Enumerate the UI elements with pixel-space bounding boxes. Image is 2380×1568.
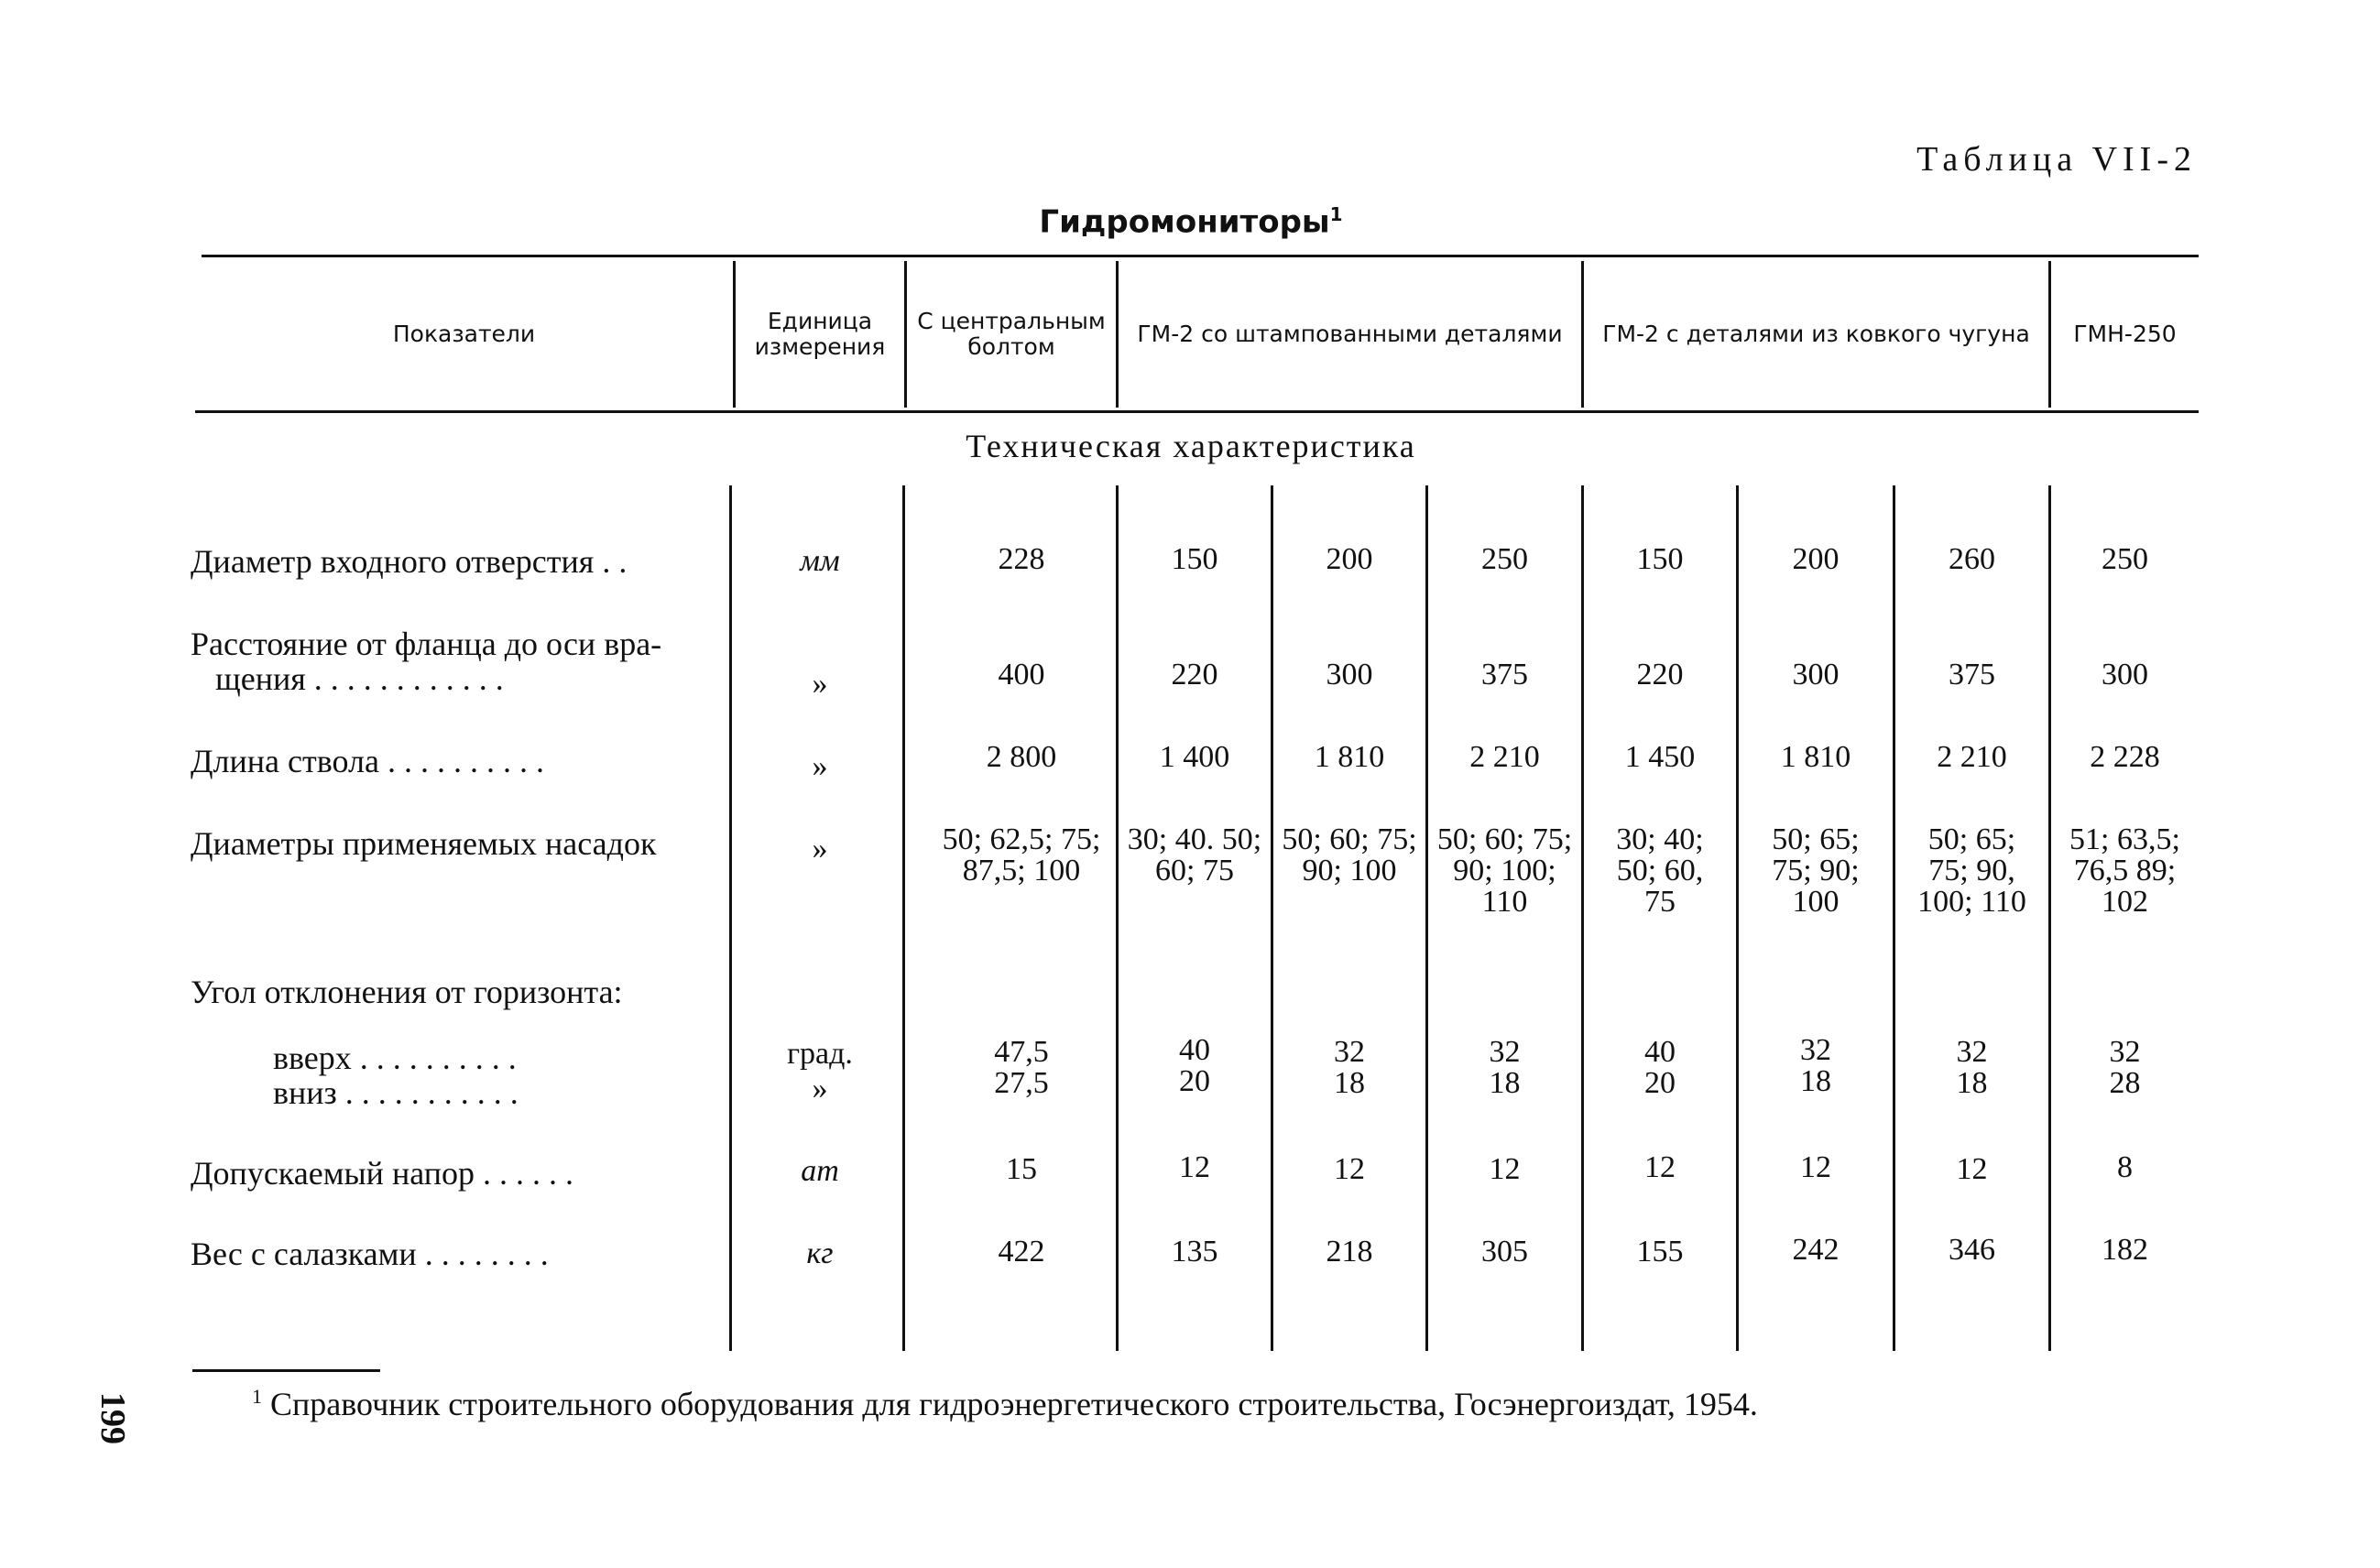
row-label-barrel-length: Длина ствола . . . . . . . . . . bbox=[191, 743, 544, 779]
body-divider bbox=[902, 485, 905, 1351]
table-cell: 12 bbox=[1644, 1150, 1676, 1184]
table-cell: 40 20 bbox=[1179, 1033, 1210, 1098]
header-central-bolt: С центральным болтом bbox=[917, 308, 1106, 360]
table-cell: 30; 40. 50; 60; 75 bbox=[1127, 822, 1262, 887]
footnote-text: Справочник строительного оборудования для гидроэнергетического строительства, Госэнергоиздат, 1954. bbox=[270, 1386, 1758, 1422]
header-indicators: Показатели bbox=[392, 321, 536, 347]
footnote-rule bbox=[192, 1369, 380, 1372]
table-cell: 375 bbox=[1949, 658, 1995, 691]
table-cell: 50; 62,5; 75; 87,5; 100 bbox=[942, 822, 1101, 887]
row-label-flange-distance: Расстояние от фланца до оси вра- щения . . . . . . . . . . . . bbox=[191, 626, 662, 697]
table-cell: 12 bbox=[1956, 1152, 1988, 1186]
table-cell: 305 bbox=[1481, 1235, 1528, 1269]
table-cell: 2 228 bbox=[2090, 740, 2160, 774]
table-cell: 2 210 bbox=[1937, 740, 2007, 774]
table-cell: 1 400 bbox=[1159, 740, 1230, 774]
table-cell: 250 bbox=[1481, 542, 1528, 576]
body-divider bbox=[2048, 485, 2051, 1351]
header-gm2-cast-iron: ГМ-2 с деталями из ковкого чугуна bbox=[1602, 321, 2030, 347]
table-cell: 32 18 bbox=[1489, 1035, 1521, 1100]
row-label-inlet-diameter: Диаметр входного отверстия . . bbox=[191, 543, 628, 580]
header-gm2-stamped: ГМ-2 со штампованными деталями bbox=[1137, 321, 1563, 347]
table-cell: 300 bbox=[1792, 658, 1840, 691]
table-cell: 220 bbox=[1636, 658, 1684, 691]
body-divider bbox=[729, 485, 732, 1351]
table-cell: 250 bbox=[2102, 542, 2148, 576]
page-number: 199 bbox=[93, 1392, 132, 1444]
table-cell: 182 bbox=[2102, 1233, 2148, 1267]
table-cell: 12 bbox=[1800, 1150, 1831, 1184]
table-cell: 2 210 bbox=[1469, 740, 1540, 774]
table-cell: 50; 60; 75; 90; 100; 110 bbox=[1436, 822, 1573, 919]
table-cell: 50; 65; 75; 90, 100; 110 bbox=[1917, 822, 2026, 919]
table-cell: 1 450 bbox=[1624, 740, 1696, 774]
table-cell: 50; 60; 75; 90; 100 bbox=[1282, 822, 1417, 887]
body-divider bbox=[1116, 485, 1119, 1351]
table-cell: 2 800 bbox=[986, 740, 1057, 774]
row-unit: » bbox=[812, 667, 828, 701]
table-cell: 150 bbox=[1171, 542, 1218, 576]
table-cell: 422 bbox=[998, 1235, 1045, 1269]
table-cell: 300 bbox=[2102, 658, 2148, 691]
table-cell: 1 810 bbox=[1314, 740, 1385, 774]
table-cell: 32 18 bbox=[1956, 1035, 1988, 1100]
table-cell: 47,5 27,5 bbox=[994, 1035, 1049, 1100]
table-cell: 155 bbox=[1636, 1235, 1684, 1269]
table-cell: 12 bbox=[1334, 1152, 1365, 1186]
table-cell: 32 18 bbox=[1800, 1033, 1831, 1098]
table-cell: 200 bbox=[1326, 542, 1373, 576]
header-gmn250: ГМН-250 bbox=[2073, 321, 2177, 347]
table-cell: 200 bbox=[1792, 542, 1840, 576]
table-cell: 12 bbox=[1489, 1152, 1521, 1186]
table-cell: 30; 40; 50; 60, 75 bbox=[1616, 822, 1704, 919]
table-cell: 12 bbox=[1179, 1150, 1210, 1184]
body-divider bbox=[1736, 485, 1739, 1351]
table-cell: 32 18 bbox=[1334, 1035, 1365, 1100]
title-footnote-mark: 1 bbox=[1329, 203, 1343, 225]
table-cell: 260 bbox=[1949, 542, 1995, 576]
table-cell: 300 bbox=[1326, 658, 1373, 691]
section-heading: Техническая характеристика bbox=[966, 428, 1416, 464]
row-unit: » bbox=[812, 749, 828, 783]
row-label-allowable-head: Допускаемый напор . . . . . . bbox=[191, 1155, 573, 1192]
footnote-mark: 1 bbox=[252, 1385, 262, 1408]
table-cell: 51; 63,5; 76,5 89; 102 bbox=[2069, 822, 2180, 919]
row-unit: » bbox=[812, 832, 828, 866]
top-rule bbox=[202, 255, 2199, 257]
row-label-nozzle-diameters: Диаметры применяемых насадок bbox=[191, 825, 657, 862]
table-label: Таблица VII-2 bbox=[1916, 140, 2197, 179]
table-cell: 375 bbox=[1481, 658, 1528, 691]
table-cell: 32 28 bbox=[2109, 1035, 2141, 1100]
table-cell: 50; 65; 75; 90; 100 bbox=[1772, 822, 1860, 919]
body-divider bbox=[1271, 485, 1273, 1351]
row-unit: ат bbox=[801, 1154, 839, 1188]
row-unit: град. » bbox=[787, 1037, 853, 1105]
row-unit: кг bbox=[806, 1236, 834, 1270]
table-cell: 242 bbox=[1792, 1233, 1840, 1267]
row-label-deflection-angle: Угол отклонения от горизонта: bbox=[191, 974, 623, 1010]
header-bottom-rule bbox=[195, 410, 2199, 413]
table-cell: 1 810 bbox=[1780, 740, 1851, 774]
header-unit: Единица измерения bbox=[754, 308, 886, 360]
table-cell: 40 20 bbox=[1644, 1035, 1676, 1100]
table-cell: 15 bbox=[1006, 1152, 1037, 1186]
table-title: Гидромониторы$^1$ bbox=[1039, 203, 1343, 241]
table-cell: 220 bbox=[1171, 658, 1218, 691]
table-cell: 218 bbox=[1326, 1235, 1373, 1269]
body-divider bbox=[1581, 485, 1584, 1351]
table-cell: 346 bbox=[1949, 1233, 1995, 1267]
body-divider bbox=[1425, 485, 1428, 1351]
table-cell: 228 bbox=[998, 542, 1045, 576]
footnote bbox=[252, 1385, 1758, 1423]
table-cell: 135 bbox=[1171, 1235, 1218, 1269]
table-cell: 150 bbox=[1636, 542, 1684, 576]
row-label-weight: Вес с салазками . . . . . . . . bbox=[191, 1236, 549, 1272]
row-unit: мм bbox=[800, 544, 840, 578]
table-cell: 8 bbox=[2117, 1150, 2133, 1184]
table-cell: 400 bbox=[998, 658, 1045, 691]
body-divider bbox=[1893, 485, 1895, 1351]
row-label-up-down: вверх . . . . . . . . . . вниз . . . . . . . . . . . bbox=[273, 1040, 519, 1111]
